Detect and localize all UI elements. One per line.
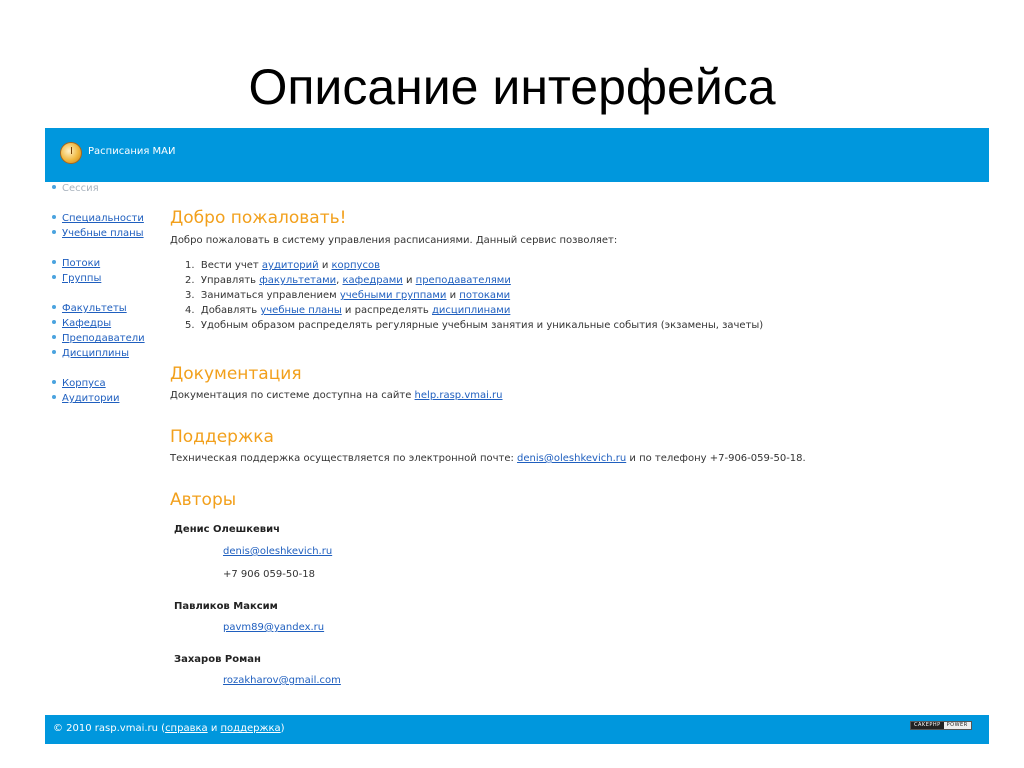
slide-title: Описание интерфейса: [248, 59, 776, 115]
bullet-icon: [52, 395, 56, 399]
sidebar-item-label[interactable]: Корпуса: [62, 378, 106, 389]
support-text-label: Техническая поддержка осуществляется по электронной почте:: [170, 453, 518, 464]
bullet-icon: [52, 350, 56, 354]
feature-item: [185, 290, 510, 301]
docs-link[interactable]: help.rasp.vmai.ru: [414, 390, 503, 401]
sidebar-item-label[interactable]: Кафедры: [62, 318, 112, 329]
clock-logo-icon[interactable]: [60, 142, 82, 164]
sidebar-item-label[interactable]: Преподаватели: [62, 333, 145, 344]
support-heading: Поддержка: [170, 427, 274, 447]
sidebar-item-session[interactable]: [52, 182, 99, 196]
link-disciplines[interactable]: дисциплинами: [432, 305, 511, 316]
link-departments[interactable]: кафедрами: [342, 275, 403, 286]
sidebar-item-label[interactable]: Аудитории: [62, 393, 120, 404]
cakephp-power-badge[interactable]: [910, 721, 972, 730]
app-screenshot: [45, 128, 989, 744]
item-text: ,: [336, 275, 343, 286]
footer-copyright: [53, 723, 285, 734]
docs-text: [170, 390, 503, 401]
item-text: Заниматься управлением: [200, 290, 340, 301]
link-curricula[interactable]: учебные планы: [260, 305, 342, 316]
sidebar-item-label[interactable]: Дисциплины: [62, 348, 129, 359]
app-footer: [45, 715, 989, 744]
link-streams[interactable]: потоками: [459, 290, 511, 301]
item-number: 2.: [185, 275, 195, 286]
feature-item: [185, 260, 380, 271]
badge-left-label: CAKEPHP: [911, 722, 944, 729]
bullet-icon: [52, 335, 56, 339]
sidebar-item-groups[interactable]: [52, 272, 101, 286]
author-email: [223, 546, 332, 557]
link-buildings[interactable]: корпусов: [331, 260, 380, 271]
item-number: 1.: [185, 260, 195, 271]
sidebar-item-disciplines[interactable]: [52, 347, 129, 361]
author-email: [223, 622, 324, 633]
item-text: и распределять: [341, 305, 432, 316]
welcome-intro: Добро пожаловать в систему управления расписаниями. Данный сервис позволяет:: [170, 235, 618, 246]
item-number: 4.: [185, 305, 195, 316]
feature-item: [185, 305, 510, 316]
item-text: и: [446, 290, 460, 301]
sidebar-item-curricula[interactable]: [52, 227, 144, 241]
bullet-icon: [52, 185, 56, 189]
sidebar-item-label[interactable]: Факультеты: [62, 303, 127, 314]
sidebar-item-streams[interactable]: [52, 257, 100, 271]
sidebar-item-rooms[interactable]: [52, 392, 119, 406]
sidebar-item-label[interactable]: Специальности: [62, 213, 144, 224]
app-header: [45, 128, 989, 182]
support-email-link[interactable]: denis@oleshkevich.ru: [517, 453, 627, 464]
sidebar-item-departments[interactable]: [52, 317, 111, 331]
item-number: 3.: [185, 290, 195, 301]
footer-support-link[interactable]: поддержка: [220, 723, 281, 734]
docs-heading: Документация: [170, 364, 302, 384]
item-text: Удобным образом распределять регулярные учебным занятия и уникальные события (экзамены, зачеты): [200, 320, 764, 331]
author-name: Денис Олешкевич: [174, 524, 281, 535]
item-text: Добавлять: [200, 305, 261, 316]
bullet-icon: [52, 260, 56, 264]
author-email: [223, 675, 341, 686]
welcome-heading: Добро пожаловать!: [170, 208, 347, 228]
bullet-icon: [52, 380, 56, 384]
footer-and-text: и: [207, 723, 221, 734]
item-text: Вести учет: [200, 260, 262, 271]
sidebar-item-teachers[interactable]: [52, 332, 145, 346]
author-email-link[interactable]: pavm89@yandex.ru: [223, 622, 325, 633]
bullet-icon: [52, 320, 56, 324]
item-text: и: [402, 275, 416, 286]
bullet-icon: [52, 215, 56, 219]
author-email-link[interactable]: rozakharov@gmail.com: [223, 675, 341, 686]
sidebar-item-label[interactable]: Потоки: [62, 258, 101, 269]
bullet-icon: [52, 305, 56, 309]
author-name: Захаров Роман: [174, 654, 261, 665]
docs-text-label: Документация по системе доступна на сайте: [170, 390, 415, 401]
link-rooms[interactable]: аудиторий: [261, 260, 319, 271]
bullet-icon: [52, 230, 56, 234]
footer-copy-text: © 2010 rasp.vmai.ru (: [53, 723, 166, 734]
sidebar-item-label[interactable]: Группы: [62, 273, 102, 284]
item-text: Управлять: [200, 275, 260, 286]
badge-right-label: POWER: [944, 722, 971, 729]
authors-heading: Авторы: [170, 490, 237, 510]
support-text: [170, 453, 806, 464]
item-number: 5.: [185, 320, 195, 331]
brand-link[interactable]: Расписания МАИ: [88, 146, 176, 157]
author-name: Павликов Максим: [174, 601, 278, 612]
link-teachers[interactable]: преподавателями: [415, 275, 511, 286]
sidebar-item-label[interactable]: Учебные планы: [62, 228, 144, 239]
footer-close-text: ): [280, 723, 285, 734]
sidebar-item-label: Сессия: [62, 183, 99, 194]
feature-item: [185, 275, 511, 286]
sidebar-item-buildings[interactable]: [52, 377, 106, 391]
footer-help-link[interactable]: справка: [165, 723, 208, 734]
author-email-link[interactable]: denis@oleshkevich.ru: [223, 546, 333, 557]
author-phone: +7 906 059-50-18: [223, 569, 315, 580]
item-text: и: [318, 260, 332, 271]
bullet-icon: [52, 275, 56, 279]
feature-item: [185, 320, 763, 331]
link-study-groups[interactable]: учебными группами: [339, 290, 447, 301]
sidebar-item-specialties[interactable]: [52, 212, 144, 226]
support-phone-text: и по телефону +7-906-059-50-18.: [626, 453, 806, 464]
link-faculties[interactable]: факультетами: [259, 275, 337, 286]
sidebar-item-faculties[interactable]: [52, 302, 127, 316]
